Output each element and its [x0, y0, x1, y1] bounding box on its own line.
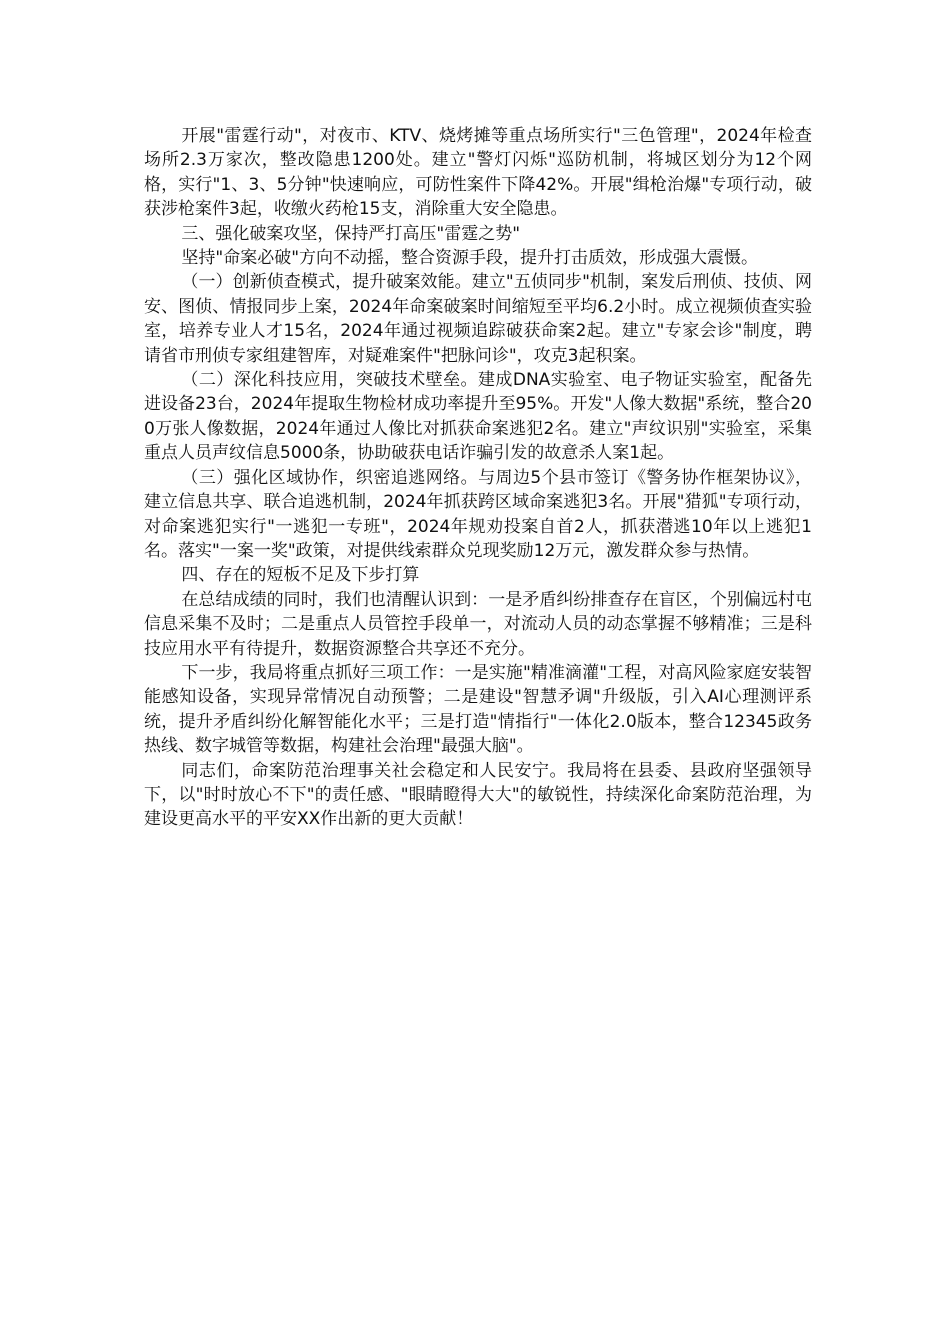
- section-heading-4: 四、存在的短板不足及下步打算: [181, 565, 420, 586]
- paragraph-closing: 同志们，命案防范治理事关社会稳定和人民安宁。我局将在县委、县政府坚强领导下，以"时时放心不下"的责任感、"眼睛瞪得大大"的敏锐性，持续深化命案防范治理，为建设更高水平的平安XX作出新的更大贡献！: [144, 760, 812, 830]
- paragraph-regional-cooperation: （三）强化区域协作，织密追逃网络。与周边5个县市签订《警务协作框架协议》，建立信息共享、联合追逃机制，2024年抓获跨区域命案逃犯3名。开展"猎狐"专项行动，对命案逃犯实行"一逃犯一专班"，2024年规劝投案自首2人，抓获潜逃10年以上逃犯1名。落实"一案一奖"政策，对提供线索群众兑现奖励12万元，激发群众参与热情。: [144, 467, 812, 561]
- paragraph-shortcomings: 在总结成绩的同时，我们也清醒认识到：一是矛盾纠纷排查存在盲区，个别偏远村屯信息采集不及时；二是重点人员管控手段单一，对流动人员的动态掌握不够精准；三是科技应用水平有待提升，数据资源整合共享还不充分。: [144, 589, 812, 659]
- paragraph-next-steps: 下一步，我局将重点抓好三项工作：一是实施"精准滴灌"工程，对高风险家庭安装智能感知设备，实现异常情况自动预警；二是建设"智慧矛调"升级版，引入AI心理测评系统，提升矛盾纠纷化解智能化水平；三是打造"情指行"一体化2.0版本，整合12345政务热线、数字城管等数据，构建社会治理"最强大脑"。: [144, 662, 812, 757]
- section-heading-3: 三、强化破案攻坚，保持严打高压"雷霆之势": [181, 223, 521, 244]
- paragraph-section-3-intro: 坚持"命案必破"方向不动摇，整合资源手段，提升打击质效，形成强大震慑。: [181, 248, 759, 269]
- paragraph-technology-application: （二）深化科技应用，突破技术壁垒。建成DNA实验室、电子物证实验室，配备先进设备23台，2024年提取生物检材成功率提升至95%。开发"人像大数据"系统，整合200万张人像数据，2024年通过人像比对抓获命案逃犯2名。建立"声纹识别"实验室，采集重点人员声纹信息5000条，协助破获电话诈骗引发的故意杀人案1起。: [144, 370, 812, 464]
- paragraph-thunder-action: 开展"雷霆行动"，对夜市、KTV、烧烤摊等重点场所实行"三色管理"，2024年检查场所2.3万家次，整改隐患1200处。建立"警灯闪烁"巡防机制，将城区划分为12个网格，实行"1、3、5分钟"快速响应，可防性案件下降42%。开展"缉枪治爆"专项行动，破获涉枪案件3起，收缴火药枪15支，消除重大安全隐患。: [144, 126, 812, 220]
- document-body: [144, 124, 812, 832]
- paragraph-investigation-mode: （一）创新侦查模式，提升破案效能。建立"五侦同步"机制，案发后刑侦、技侦、网安、图侦、情报同步上案，2024年命案破案时间缩短至平均6.2小时。成立视频侦查实验室，培养专业人才15名，2024年通过视频追踪破获命案2起。建立"专家会诊"制度，聘请省市刑侦专家组建智库，对疑难案件"把脉问诊"，攻克3起积案。: [144, 272, 812, 366]
